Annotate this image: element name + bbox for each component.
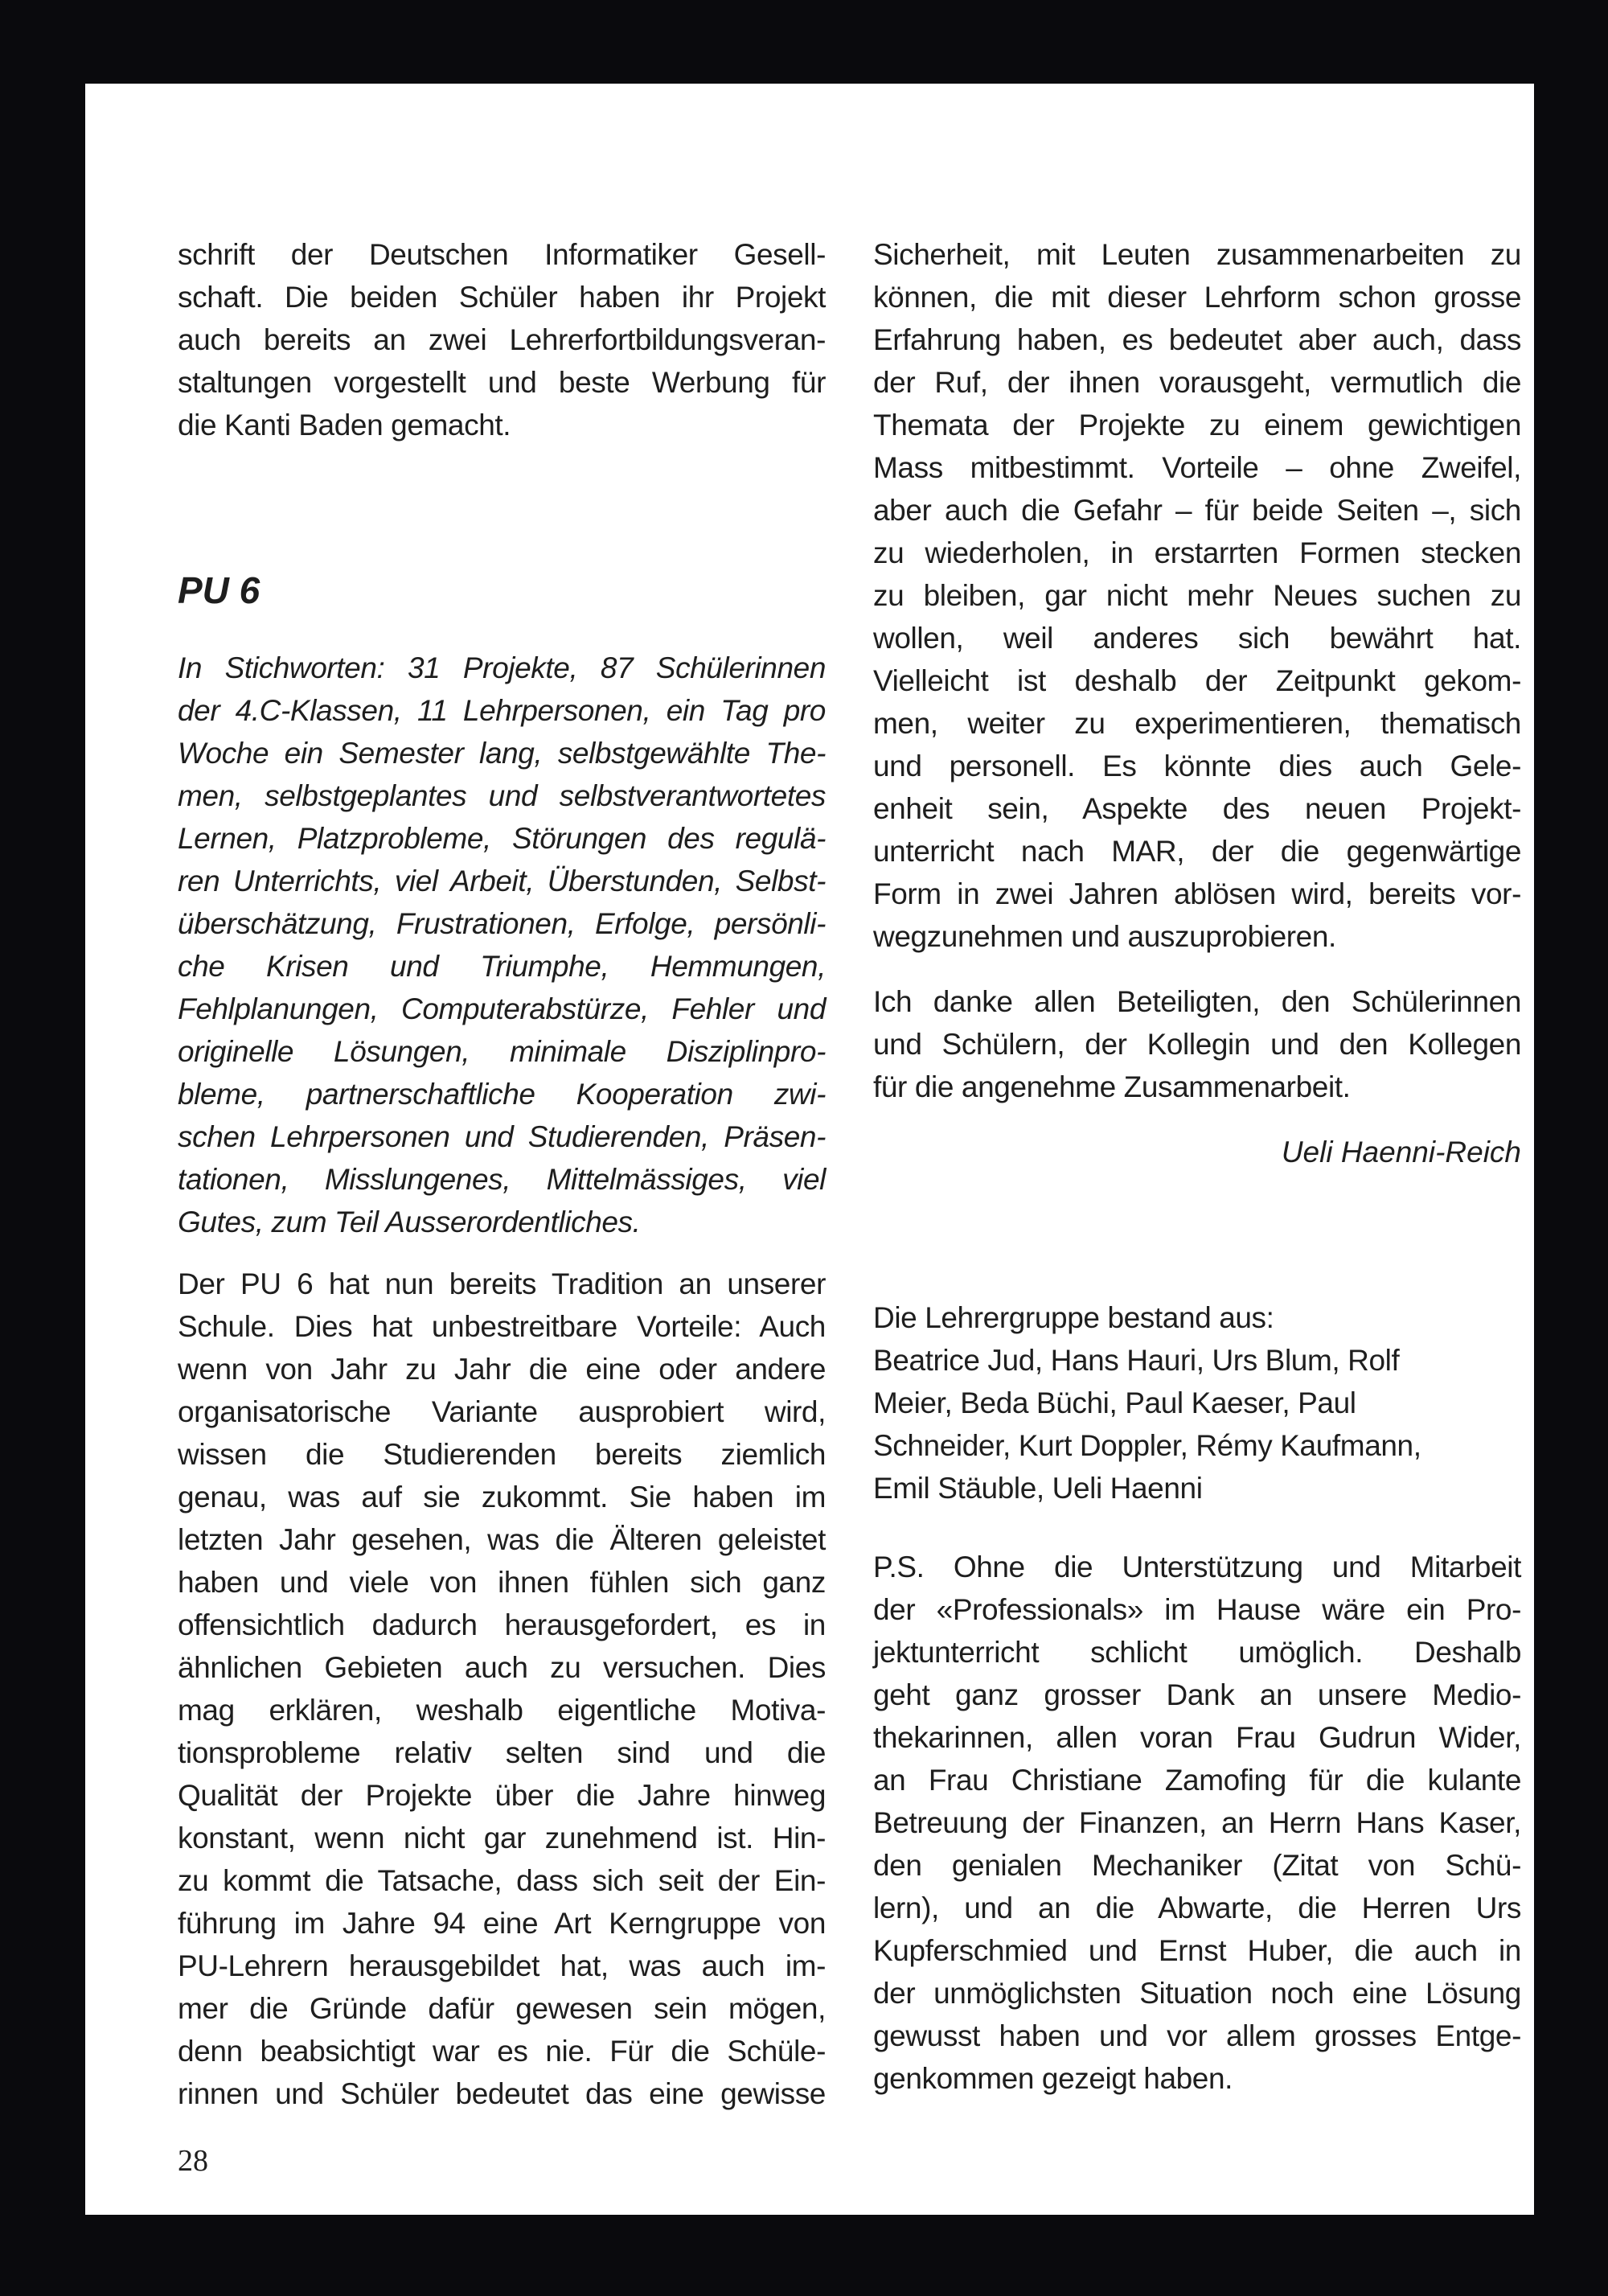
text-line: lern), und an die Abwarte, die Herren Urs [873, 1891, 1521, 1924]
text-line: Qualität der Projekte über die Jahre hinweg [178, 1779, 826, 1812]
text-line: schrift der Deutschen Informatiker Gesell- [178, 238, 826, 271]
text-line: Emil Stäuble, Ueli Haenni [873, 1472, 1203, 1505]
text-line: Meier, Beda Büchi, Paul Kaeser, Paul [873, 1386, 1356, 1419]
text-line: Der PU 6 hat nun bereits Tradition an unserer [178, 1267, 826, 1300]
text-line: organisatorische Variante ausprobiert wird, [178, 1395, 826, 1428]
text-line: wissen die Studierenden bereits ziemlich [178, 1438, 826, 1471]
text-line: können, die mit dieser Lehrform schon grosse [873, 281, 1521, 314]
author-signature: Ueli Haenni-Reich [1281, 1136, 1521, 1169]
text-line: offensichtlich dadurch herausgefordert, es in [178, 1608, 826, 1641]
text-line: Mass mitbestimmt. Vorteile – ohne Zweifel, [873, 451, 1521, 484]
text-line: den genialen Mechaniker (Zitat von Schü- [873, 1849, 1521, 1882]
text-line: men, selbstgeplantes und selbstverantwortetes [178, 779, 826, 812]
text-line: jektunterricht schlicht umöglich. Deshalb [873, 1636, 1521, 1669]
text-line: letzten Jahr gesehen, was die Älteren geleistet [178, 1523, 826, 1556]
text-line: unterricht nach MAR, der die gegenwärtige [873, 835, 1521, 868]
text-line: PU-Lehrern herausgebildet hat, was auch im- [178, 1949, 826, 1982]
text-line: haben und viele von ihnen fühlen sich ganz [178, 1566, 826, 1599]
document-page [85, 84, 1534, 2215]
text-line: Beatrice Jud, Hans Hauri, Urs Blum, Rolf [873, 1344, 1400, 1377]
text-line: ähnlichen Gebieten auch zu versuchen. Dies [178, 1651, 826, 1684]
text-line: führung im Jahre 94 eine Art Kerngruppe von [178, 1907, 826, 1940]
text-line: zu kommt die Tatsache, dass sich seit der Ein- [178, 1864, 826, 1897]
text-line: In Stichworten: 31 Projekte, 87 Schülerinnen [178, 651, 826, 684]
text-line: zu wiederholen, in erstarrten Formen stecken [873, 536, 1521, 569]
text-line: der 4.C-Klassen, 11 Lehrpersonen, ein Tag pro [178, 694, 826, 727]
text-line: für die angenehme Zusammenarbeit. [873, 1070, 1351, 1103]
text-line: Schneider, Kurt Doppler, Rémy Kaufmann, [873, 1429, 1421, 1462]
text-line: Kupferschmied und Ernst Huber, die auch in [873, 1934, 1521, 1967]
text-line: schen Lehrpersonen und Studierenden, Präsen- [178, 1120, 826, 1153]
text-line: P.S. Ohne die Unterstützung und Mitarbeit [873, 1551, 1521, 1583]
text-line: enheit sein, Aspekte des neuen Projekt- [873, 792, 1521, 825]
text-line: an Frau Christiane Zamofing für die kulante [873, 1764, 1521, 1797]
text-line: thekarinnen, allen voran Frau Gudrun Wider, [873, 1721, 1521, 1754]
text-line: men, weiter zu experimentieren, thematisch [873, 707, 1521, 740]
text-line: Lernen, Platzprobleme, Störungen des regulä- [178, 822, 826, 855]
text-line: tionsprobleme relativ selten sind und die [178, 1736, 826, 1769]
text-line: der unmöglichsten Situation noch eine Lösung [873, 1977, 1521, 2010]
text-line: schaft. Die beiden Schüler haben ihr Projekt [178, 281, 826, 314]
text-line: genau, was auf sie zukommt. Sie haben im [178, 1481, 826, 1514]
text-line: Betreuung der Finanzen, an Herrn Hans Kaser, [873, 1806, 1521, 1839]
text-line: originelle Lösungen, minimale Disziplinpro- [178, 1035, 826, 1068]
text-line: konstant, wenn nicht gar zunehmend ist. Hin- [178, 1822, 826, 1854]
text-line: Woche ein Semester lang, selbstgewählte The- [178, 737, 826, 770]
text-line: und personell. Es könnte dies auch Gele- [873, 750, 1521, 782]
text-line: Die Lehrergruppe bestand aus: [873, 1301, 1274, 1334]
text-line: staltungen vorgestellt und beste Werbung für [178, 366, 826, 399]
text-line: bleme, partnerschaftliche Kooperation zwi- [178, 1078, 826, 1111]
text-line: auch bereits an zwei Lehrerfortbildungsveran- [178, 323, 826, 356]
text-line: Schule. Dies hat unbestreitbare Vorteile: Auch [178, 1310, 826, 1343]
text-line: Form in zwei Jahren ablösen wird, bereits vor- [873, 877, 1521, 910]
text-line: der «Professionals» im Hause wäre ein Pro- [873, 1593, 1521, 1626]
text-line: aber auch die Gefahr – für beide Seiten –, sich [873, 494, 1521, 527]
text-line: wollen, weil anderes sich bewährt hat. [873, 622, 1521, 655]
text-line: Fehlplanungen, Computerabstürze, Fehler und [178, 992, 826, 1025]
text-line: Sicherheit, mit Leuten zusammenarbeiten zu [873, 238, 1521, 271]
text-line: gewusst haben und vor allem grosses Entge- [873, 2019, 1521, 2052]
page-number: 28 [178, 2144, 208, 2178]
section-heading: PU 6 [178, 569, 260, 611]
text-line: Vielleicht ist deshalb der Zeitpunkt gekom- [873, 664, 1521, 697]
text-line: wegzunehmen und auszuprobieren. [873, 920, 1336, 953]
text-line: wenn von Jahr zu Jahr die eine oder andere [178, 1353, 826, 1386]
text-line: und Schülern, der Kollegin und den Kollegen [873, 1028, 1521, 1061]
text-line: geht ganz grosser Dank an unsere Medio- [873, 1678, 1521, 1711]
text-line: überschätzung, Frustrationen, Erfolge, persönli- [178, 907, 826, 940]
text-line: mag erklären, weshalb eigentliche Motiva- [178, 1694, 826, 1727]
text-line: Themata der Projekte zu einem gewichtigen [873, 409, 1521, 442]
text-line: genkommen gezeigt haben. [873, 2062, 1233, 2095]
text-line: Ich danke allen Beteiligten, den Schülerinnen [873, 985, 1521, 1018]
text-line: Gutes, zum Teil Ausserordentliches. [178, 1206, 641, 1238]
text-line: tationen, Misslungenes, Mittelmässiges, viel [178, 1163, 826, 1196]
text-line: die Kanti Baden gemacht. [178, 409, 511, 442]
text-line: denn beabsichtigt war es nie. Für die Schüle- [178, 2035, 826, 2068]
text-line: rinnen und Schüler bedeutet das eine gewisse [178, 2077, 826, 2110]
text-line: Erfahrung haben, es bedeutet aber auch, dass [873, 323, 1521, 356]
text-line: zu bleiben, gar nicht mehr Neues suchen zu [873, 579, 1521, 612]
text-line: ren Unterrichts, viel Arbeit, Überstunden, Selbst- [178, 865, 826, 897]
text-line: der Ruf, der ihnen vorausgeht, vermutlich die [873, 366, 1521, 399]
text-line: che Krisen und Triumphe, Hemmungen, [178, 950, 826, 983]
text-line: mer die Gründe dafür gewesen sein mögen, [178, 1992, 826, 2025]
